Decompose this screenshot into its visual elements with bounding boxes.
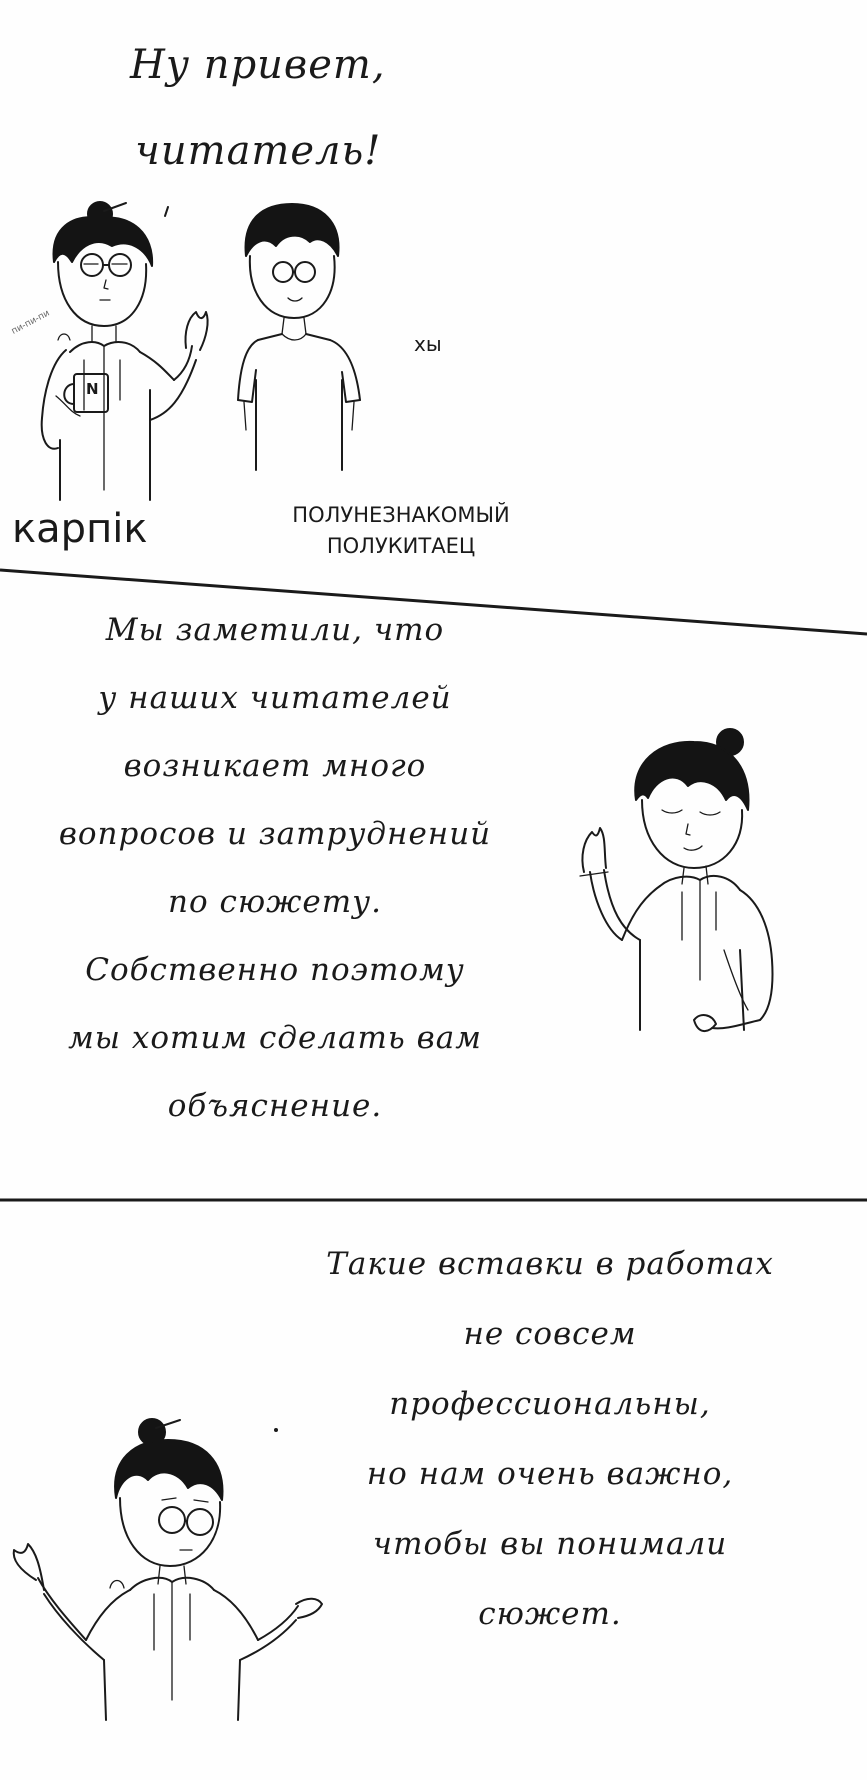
greeting-line-1: Ну привет, (130, 42, 386, 88)
panel3-line-6: сюжет. (478, 1596, 622, 1632)
panel2-line-6: Собственно поэтому (85, 952, 465, 988)
panel2-line-4: вопросов и затруднений (58, 816, 492, 852)
panel3-line-5: чтобы вы понимали (372, 1526, 728, 1562)
panel2-line-5: по сюжету. (168, 884, 382, 920)
panel2-line-8: объяснение. (167, 1088, 383, 1124)
character-name-karpik: карпік (12, 506, 148, 552)
reaction-text: хы (414, 332, 442, 356)
panel3-line-2: не совсем (463, 1316, 637, 1352)
mug-logo: N (86, 380, 99, 398)
panel2-line-7: мы хотим сделать вам (68, 1020, 482, 1056)
name-line-1: ПОЛУНЕЗНАКОМЫЙ (292, 503, 510, 527)
panel3-line-1: Такие вставки в работах (326, 1246, 774, 1282)
whisper-text: пи-пи-пи (10, 308, 52, 337)
panel3-line-3: профессиональны, (389, 1386, 711, 1422)
name-line-2: ПОЛУКИТАЕЦ (326, 534, 476, 558)
panel2-line-3: возникает много (123, 748, 427, 784)
panel2-line-2: у наших читателей (98, 680, 452, 716)
panel3-line-4: но нам очень важно, (366, 1456, 734, 1492)
greeting-line-2: читатель! (135, 128, 382, 174)
panel2-line-1: Мы заметили, что (105, 612, 445, 648)
